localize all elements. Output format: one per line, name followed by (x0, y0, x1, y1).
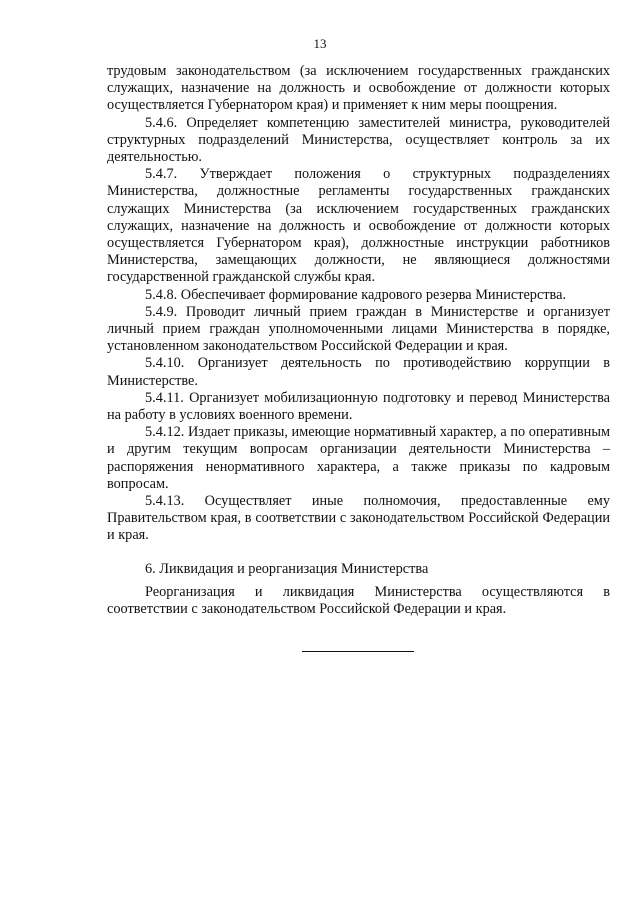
paragraph-5-4-13: 5.4.13. Осуществляет иные полномочия, предоставленные ему Правительством края, в соответствии с законодательством Российской Федерации и края. (107, 493, 610, 544)
paragraph-5-4-12: 5.4.12. Издает приказы, имеющие нормативный характер, а по оперативным и другим текущим вопросам организации деятельности Министерства – распоряжения ненормативного характера, а также приказы по кадровым вопросам. (107, 424, 610, 492)
end-rule-divider (302, 651, 414, 652)
page-number: 13 (313, 36, 327, 51)
paragraph-continuation: трудовым законодательством (за исключением государственных гражданских служащих, назначение на должность и освобождение от должности которых осуществляется Губернатором края) и применяет к ним меры поощрения. (107, 63, 610, 114)
paragraph-5-4-10: 5.4.10. Организует деятельность по противодействию коррупции в Министерстве. (107, 355, 610, 389)
section-6-paragraph: Реорганизация и ликвидация Министерства осуществляются в соответствии с законодательством Российской Федерации и края. (107, 583, 610, 618)
section-6-heading: 6. Ликвидация и реорганизация Министерства (145, 560, 429, 577)
paragraph-5-4-7: 5.4.7. Утверждает положения о структурных подразделениях Министерства, должностные регламенты государственных гражданских служащих Министерства (за исключением государственных гражданских служащих, назначение на должность и освобождение от должности которых осуществляется Губернатором края), должностные инструкции работников Министерства, замещающих должности, не являющиеся должностями государственной гражданской службы края. (107, 166, 610, 286)
paragraph-5-4-9: 5.4.9. Проводит личный прием граждан в Министерстве и организует личный прием граждан уполномоченными лицами Министерства в порядке, установленном законодательством Российской Федерации и края. (107, 303, 610, 355)
paragraph-5-4-8: 5.4.8. Обеспечивает формирование кадрового резерва Министерства. (145, 286, 567, 303)
document-body (107, 63, 610, 618)
paragraph-5-4-6: 5.4.6. Определяет компетенцию заместителей министра, руководителей структурных подразделений Министерства, осуществляет контроль за их деятельностью. (107, 114, 610, 166)
paragraph-5-4-11: 5.4.11. Организует мобилизационную подготовку и перевод Министерства на работу в условиях военного времени. (107, 389, 610, 424)
